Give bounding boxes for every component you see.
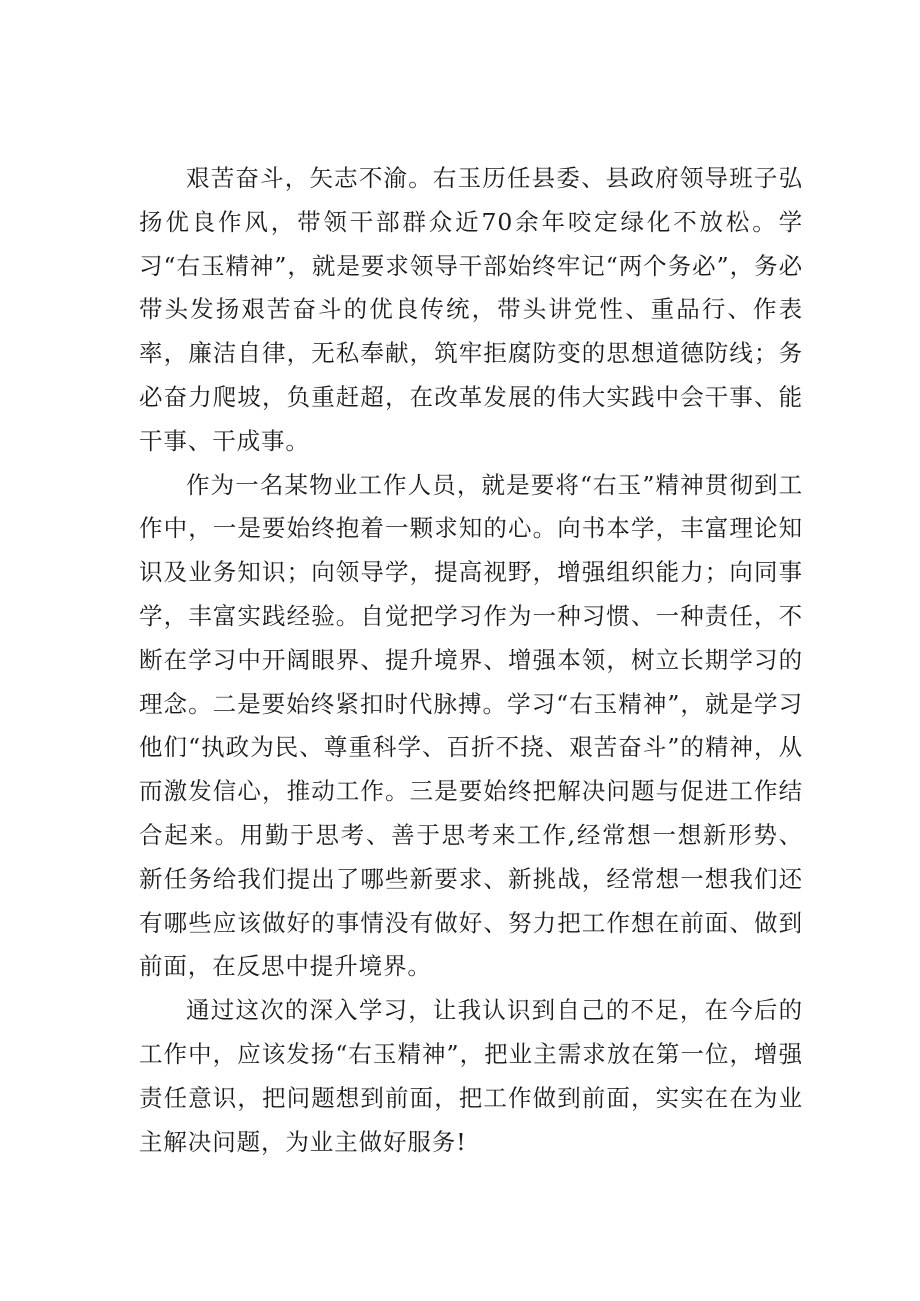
paragraph-hardship: 艰苦奋斗，矢志不渝。右玉历任县委、县政府领导班子弘扬优良作风，带领干部群众近70余年咬定绿化不放松。学习“右玉精神”，就是要求领导干部始终牢记“两个务必”，务必带头发扬艰苦奋斗的优良传统，带头讲党性、重品行、作表率，廉洁自律，无私奉献，筑牢拒腐防变的思想道德防线；务必奋力爬坡，负重赶超，在改革发展的伟大实践中会干事、能干事、干成事。	[139, 164, 803, 455]
document-body	[139, 157, 803, 1164]
paragraph-work-application: 作为一名某物业工作人员，就是要将“右玉”精神贯彻到工作中，一是要始终抱着一颗求知的心。向书本学，丰富理论知识及业务知识；向领导学，提高视野，增强组织能力；向同事学，丰富实践经验。自觉把学习作为一种习惯、一种责任，不断在学习中开阔眼界、提升境界、增强本领，树立长期学习的理念。二是要始终紧扣时代脉搏。学习“右玉精神”，就是学习他们“执政为民、尊重科学、百折不挠、艰苦奋斗”的精神，从而激发信心，推动工作。三是要始终把解决问题与促进工作结合起来。用勤于思考、善于思考来工作,经常想一想新形势、新任务给我们提出了哪些新要求、新挑战，经常想一想我们还有哪些应该做好的事情没有做好、努力把工作想在前面、做到前面，在反思中提升境界。	[139, 470, 803, 981]
paragraph-conclusion: 通过这次的深入学习，让我认识到自己的不足，在今后的工作中，应该发扬“右玉精神”，把业主需求放在第一位，增强责任意识，把问题想到前面，把工作做到前面，实实在在为业主解决问题，为业主做好服务!	[139, 996, 803, 1156]
